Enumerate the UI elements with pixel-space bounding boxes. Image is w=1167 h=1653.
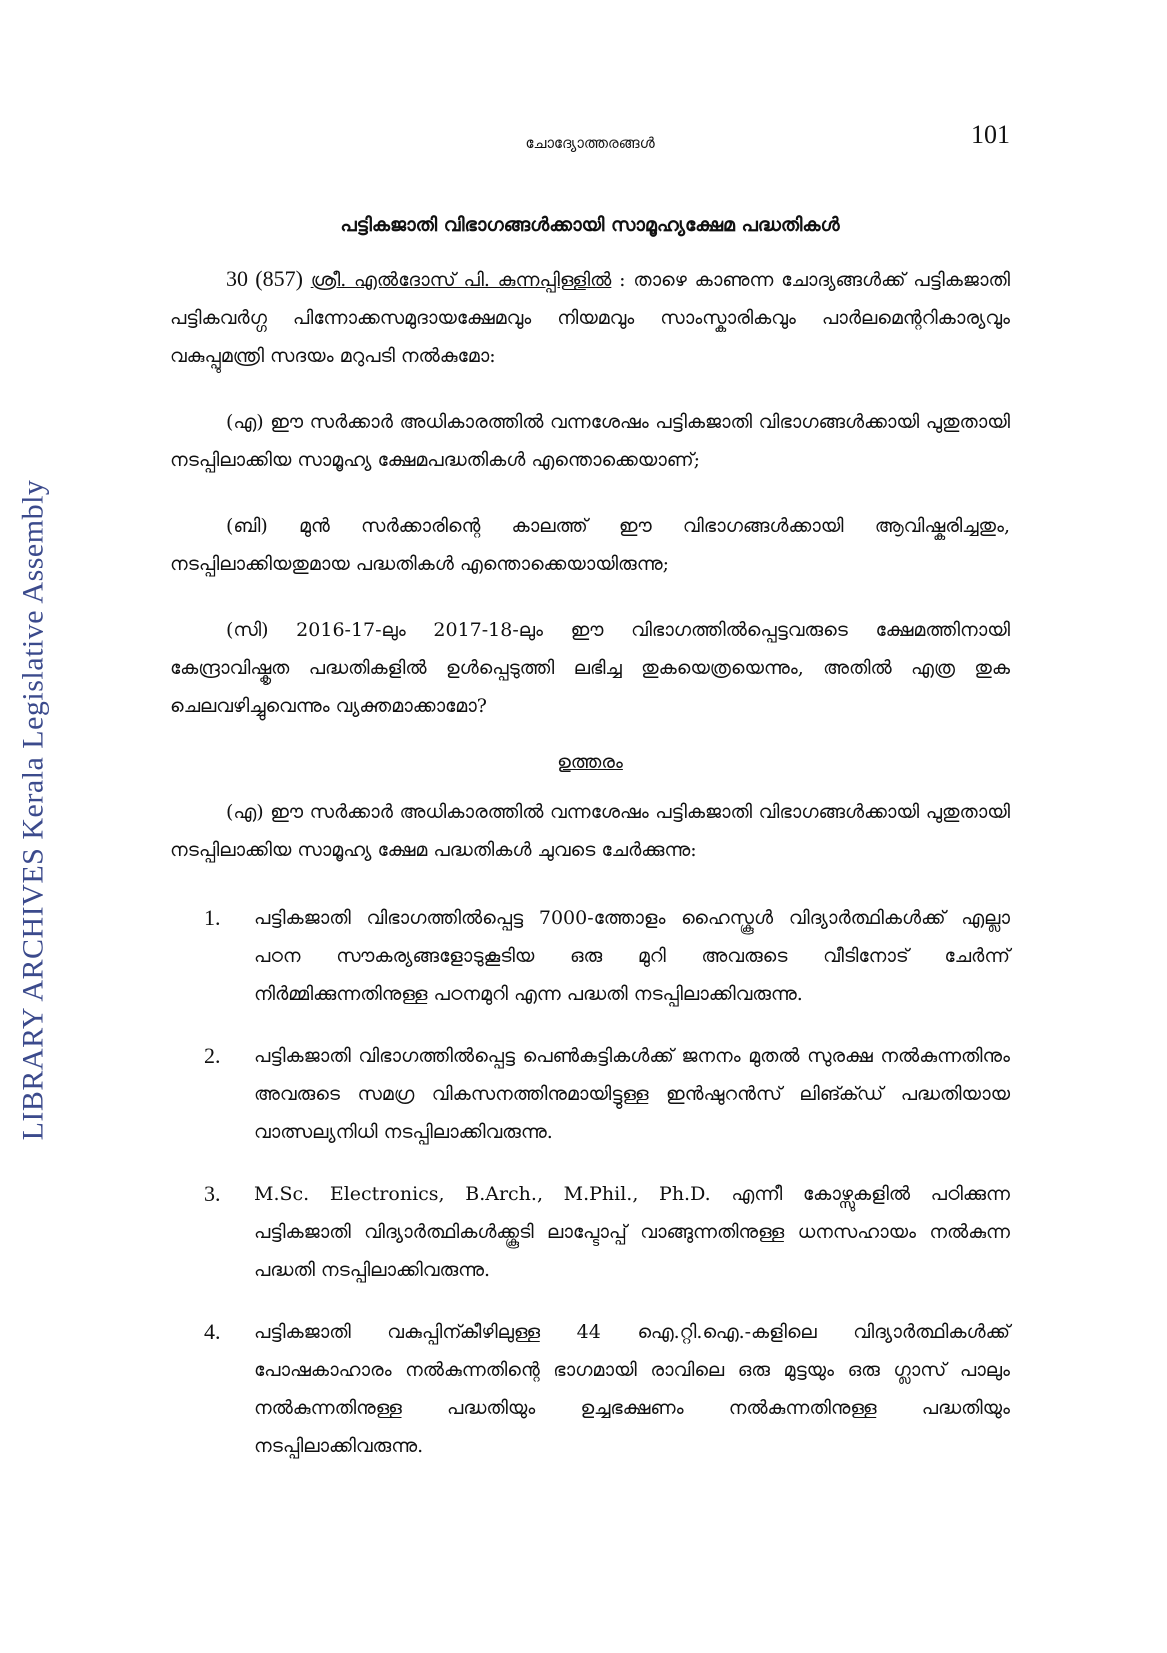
document-page xyxy=(170,120,1010,1489)
list-item-text: പട്ടികജാതി വിഭാഗത്തിൽപ്പെട്ട പെൺകുട്ടികൾക്ക് ജനനം മുതൽ സുരക്ഷ നൽകുന്നതിനും അവരുടെ സമഗ്ര വികസനത്തിനുമായിട്ടുള്ള ഇൻഷുറൻസ് ലിങ്ക്ഡ് പദ്ധതിയായ വാത്സല്യനിധി നടപ്പിലാക്കിവരുന്നു. xyxy=(254,1045,1010,1143)
running-header xyxy=(170,120,1010,160)
running-title: ചോദ്യോത്തരങ്ങൾ xyxy=(525,134,655,152)
list-item-number: 2. xyxy=(204,1043,221,1068)
list-item xyxy=(170,1313,1010,1465)
list-item-text: M.Sc. Electronics, B.Arch., M.Phil., Ph.D. എന്നീ കോഴ്സുകളിൽ പഠിക്കുന്ന പട്ടികജാതി വിദ്യാർത്ഥികൾക്ക്കൂടി ലാപ്ടോപ്പ് വാങ്ങുന്നതിനുള്ള ധനസഹായം നൽകുന്ന പദ്ധതി നടപ്പിലാക്കിവരുന്നു. xyxy=(254,1183,1010,1281)
question-number: 30 (857) xyxy=(226,266,303,291)
question-intro xyxy=(170,260,1010,375)
answer-list xyxy=(170,899,1010,1465)
list-item-number: 1. xyxy=(204,905,221,930)
list-item-number: 4. xyxy=(204,1319,221,1344)
section-heading: പട്ടികജാതി വിഭാഗങ്ങൾക്കായി സാമൂഹ്യക്ഷേമ പദ്ധതികൾ xyxy=(340,214,840,236)
answer-intro: (എ) ഈ സർക്കാർ അധികാരത്തിൽ വന്നശേഷം പട്ടികജാതി വിഭാഗങ്ങൾക്കായി പുതുതായി നടപ്പിലാക്കിയ സാമൂഹ്യ ക്ഷേമ പദ്ധതികൾ ചുവടെ ചേർക്കുന്നു: xyxy=(170,801,1010,861)
list-item-number: 3. xyxy=(204,1181,221,1206)
member-name: ശ്രീ. എൽദോസ് പി. കുന്നപ്പിള്ളിൽ xyxy=(310,269,612,291)
answer-title: ഉത്തരം xyxy=(557,751,623,773)
watermark-text: LIBRARY ARCHIVES Kerala Legislative Assembly xyxy=(16,479,49,1141)
page-number: 101 xyxy=(971,120,1010,149)
list-item-text: പട്ടികജാതി വകുപ്പിന്കീഴിലുള്ള 44 ഐ.റ്റി.ഐ.-കളിലെ വിദ്യാർത്ഥികൾക്ക് പോഷകാഹാരം നൽകുന്നതിന്റെ ഭാഗമായി രാവിലെ ഒരു മുട്ടയും ഒരു ഗ്ലാസ് പാലും നൽകുന്നതിനുള്ള പദ്ധതിയും ഉച്ചഭക്ഷണം നൽകുന്നതിനുള്ള പദ്ധതിയും നടപ്പിലാക്കിവരുന്നു. xyxy=(254,1321,1010,1457)
list-item xyxy=(170,1175,1010,1289)
question-part-c: (സി) 2016-17-ലും 2017-18-ലും ഈ വിഭാഗത്തിൽപ്പെട്ടവരുടെ ക്ഷേമത്തിനായി കേന്ദ്രാവിഷ്കൃത പദ്ധതികളിൽ ഉൾപ്പെടുത്തി ലഭിച്ച തുകയെത്രയെന്നും, അതിൽ എത്ര തുക ചെലവഴിച്ചുവെന്നും വ്യക്തമാക്കാമോ? xyxy=(170,619,1010,717)
list-item-text: പട്ടികജാതി വിഭാഗത്തിൽപ്പെട്ട 7000-ത്തോളം ഹൈസ്കൂൾ വിദ്യാർത്ഥികൾക്ക് എല്ലാ പഠന സൗകര്യങ്ങളോടുകൂടിയ ഒരു മുറി അവരുടെ വീടിനോട് ചേർന്ന് നിർമ്മിക്കുന്നതിനുള്ള പഠനമുറി എന്ന പദ്ധതി നടപ്പിലാക്കിവരുന്നു. xyxy=(254,907,1010,1005)
question-intro-text: : താഴെ കാണുന്ന ചോദ്യങ്ങൾക്ക് പട്ടികജാതി പട്ടികവർഗ്ഗ പിന്നോക്കസമുദായക്ഷേമവും നിയമവും സാംസ്കാരികവും പാർലമെന്ററികാര്യവും വകുപ്പുമന്ത്രി സദയം മറുപടി നൽകുമോ: xyxy=(170,269,1010,367)
list-item xyxy=(170,1037,1010,1151)
watermark xyxy=(8,250,58,1370)
list-item xyxy=(170,899,1010,1013)
question-part-a: (എ) ഈ സർക്കാർ അധികാരത്തിൽ വന്നശേഷം പട്ടികജാതി വിഭാഗങ്ങൾക്കായി പുതുതായി നടപ്പിലാക്കിയ സാമൂഹ്യ ക്ഷേമപദ്ധതികൾ എന്തൊക്കെയാണ്; xyxy=(170,411,1010,471)
question-part-b: (ബി) മുൻ സർക്കാരിന്റെ കാലത്ത് ഈ വിഭാഗങ്ങൾക്കായി ആവിഷ്കരിച്ചതും, നടപ്പിലാക്കിയതുമായ പദ്ധതികൾ എന്തൊക്കെയായിരുന്നു; xyxy=(170,515,1010,575)
